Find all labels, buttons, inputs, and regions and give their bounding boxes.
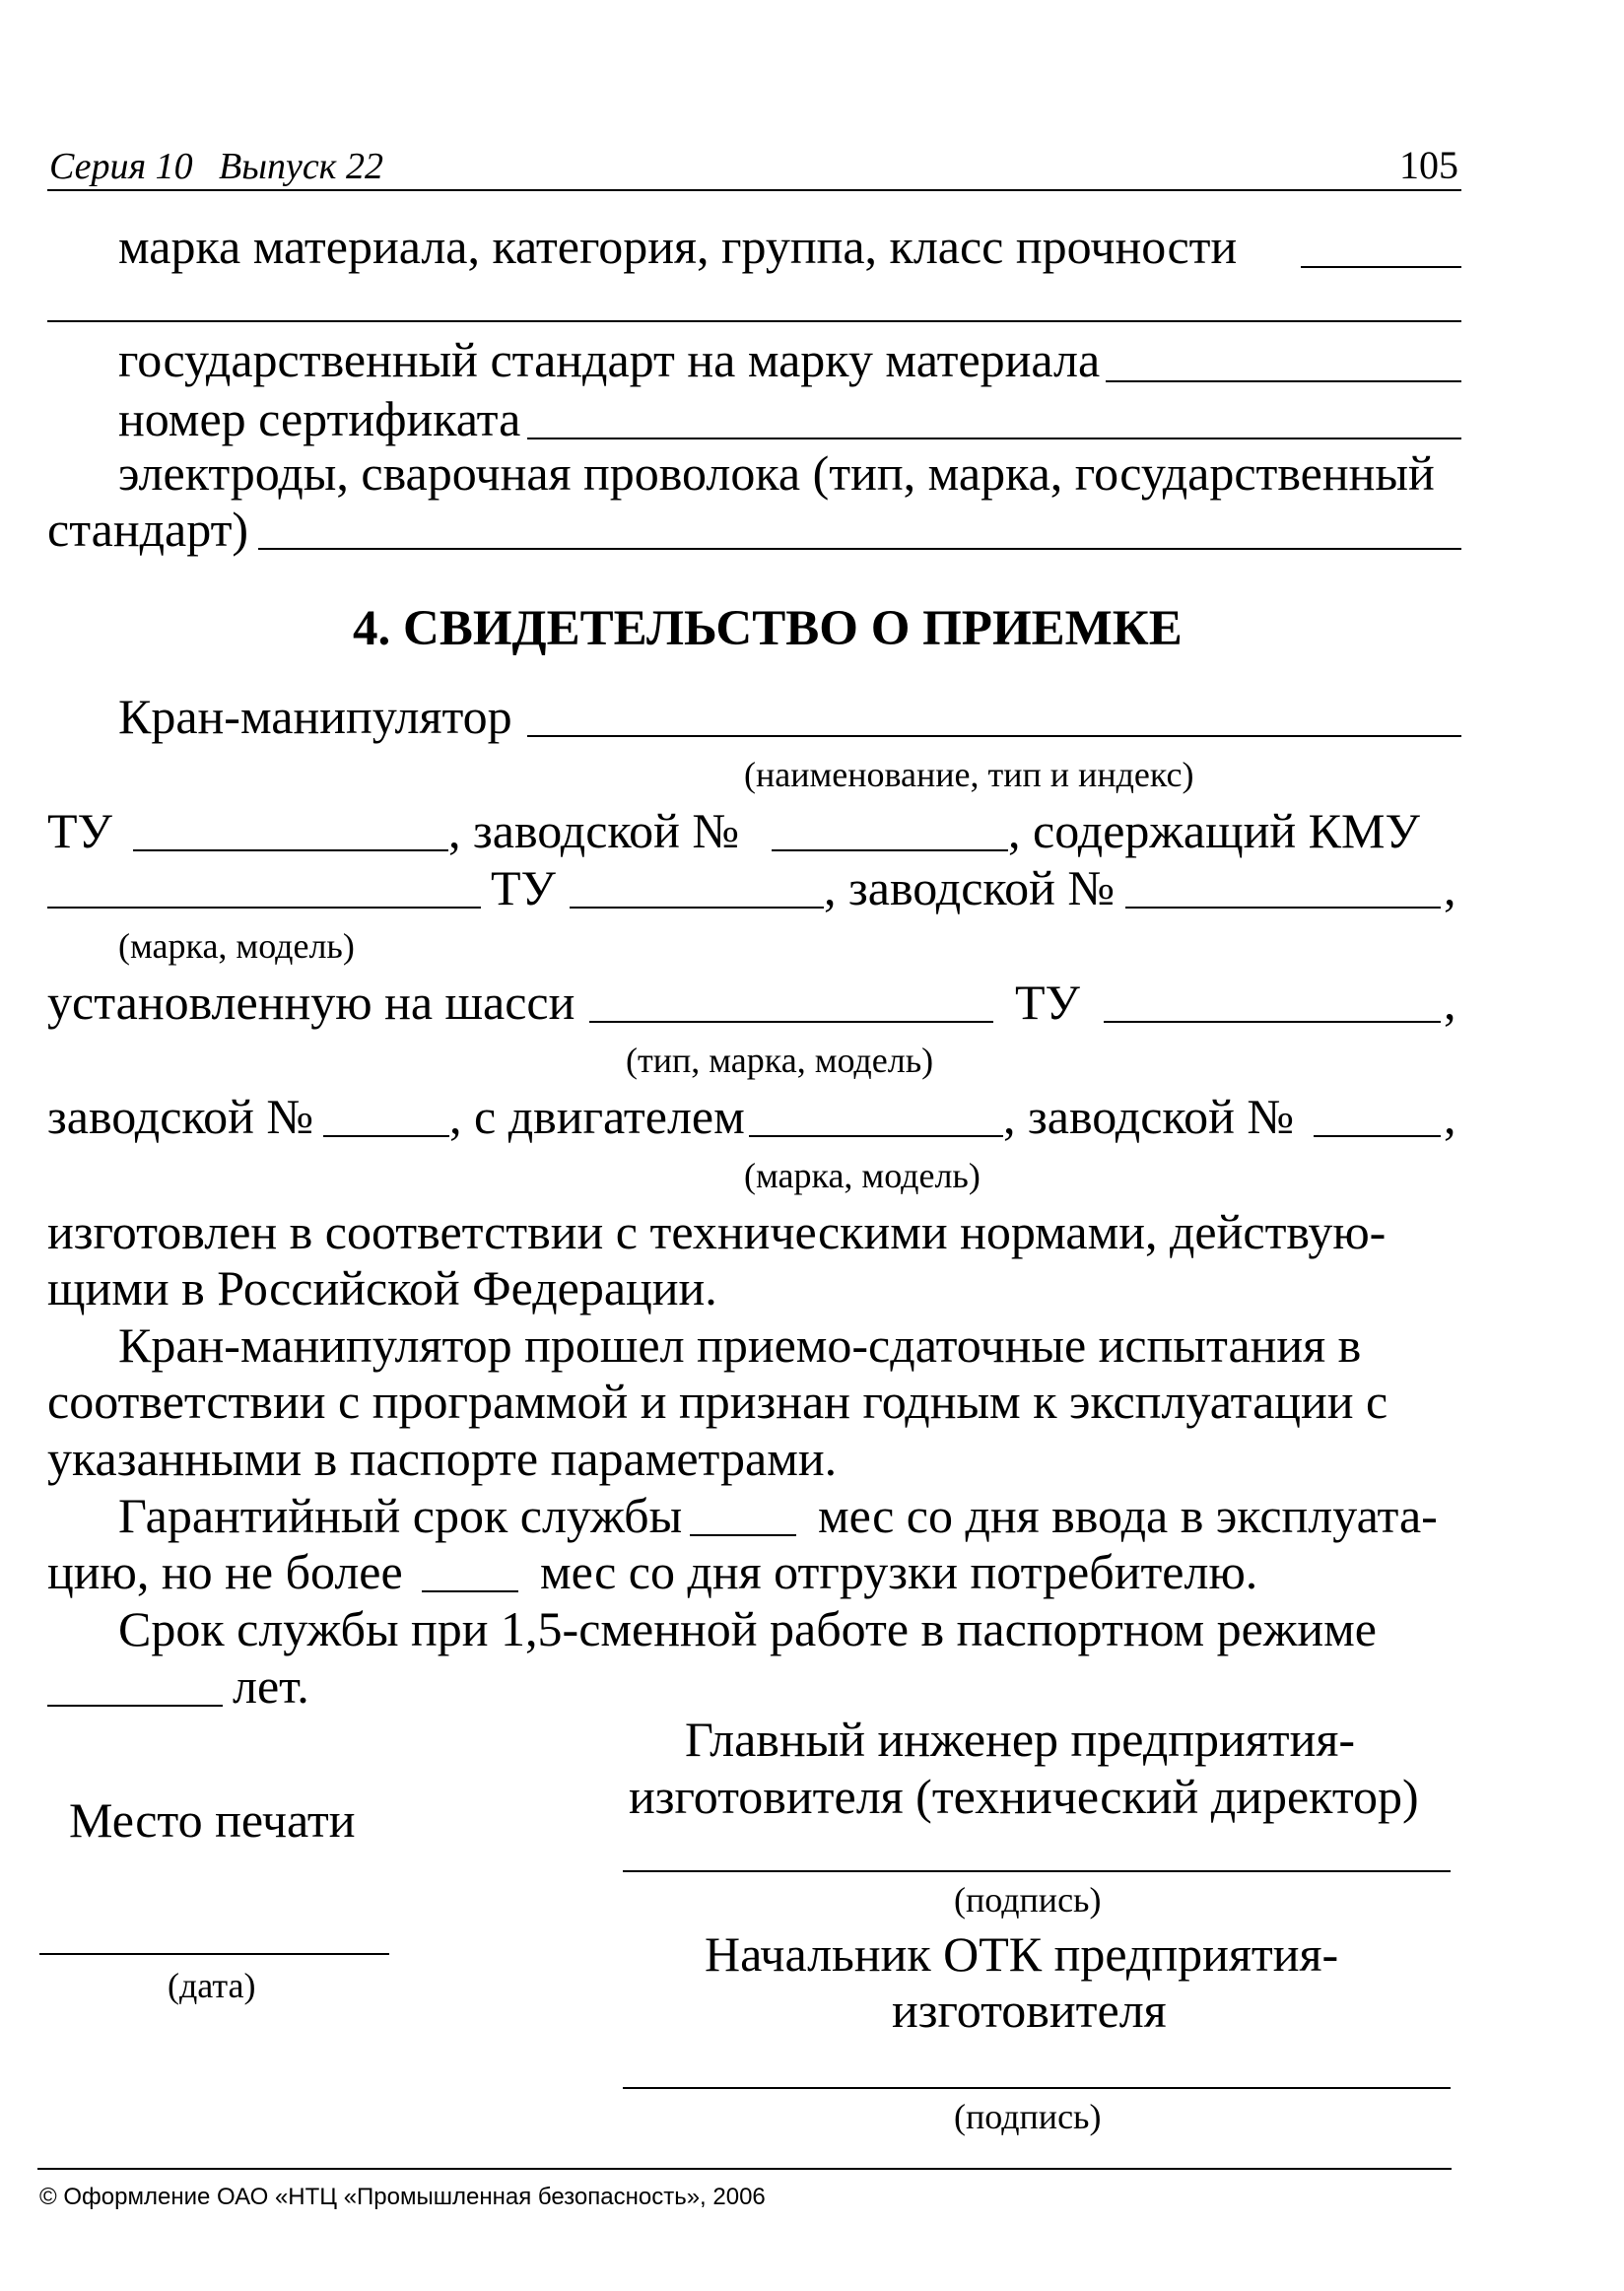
footer-copyright: © Оформление ОАО «НТЦ «Промышленная безопасность», 2006	[39, 2184, 766, 2210]
body-p4-line1: Срок службы при 1,5-сменной работе в паспортном режиме	[118, 1601, 1378, 1656]
signature-caption-2: (подпись)	[954, 2097, 1102, 2136]
otk-title-2: изготовителя	[892, 1983, 1167, 2038]
body-p2-line1: Кран-манипулятор прошел приемо-сдаточные испытания в	[118, 1317, 1362, 1373]
date-line	[39, 1953, 389, 1955]
body-p3-line1-a: Гарантийный срок службы	[118, 1488, 683, 1543]
material-grade-blank	[1301, 266, 1461, 268]
signature-caption-1: (подпись)	[954, 1880, 1102, 1920]
section-title: 4. СВИДЕТЕЛЬСТВО О ПРИЕМКЕ	[353, 601, 1183, 656]
electrodes-blank	[258, 548, 1461, 550]
comma-3: ,	[1444, 1089, 1456, 1144]
caption-name: (наименование, тип и индекс)	[744, 755, 1194, 794]
caption-model-1: (марка, модель)	[118, 926, 355, 966]
header-series: Серия 10	[49, 146, 193, 187]
comma-1: ,	[1444, 860, 1456, 915]
tu-label-1: ТУ	[47, 803, 112, 858]
otk-title-1: Начальник ОТК предприятия-	[705, 1926, 1339, 1982]
standard-label: государственный стандарт на марку материала	[118, 332, 1101, 387]
material-grade-label: марка материала, категория, группа, класс прочности	[118, 219, 1238, 274]
header-rule	[47, 189, 1461, 191]
body-p4-line2: лет.	[233, 1658, 309, 1714]
factory-no-label-3: заводской №	[47, 1089, 314, 1144]
stamp-place-label: Место печати	[69, 1792, 356, 1848]
body-p2-line2: соответствии с программой и признан годным к эксплуатации с	[47, 1374, 1388, 1429]
factory-no-label-2: , заводской №	[824, 860, 1116, 915]
body-p3-line2-b: мес со дня отгрузки потребителю.	[540, 1544, 1258, 1599]
factory-no-label-1: , заводской №	[448, 803, 740, 858]
factory-no-blank-2	[1125, 907, 1441, 909]
standard-blank	[1106, 380, 1461, 382]
body-p1-line2: щими в Российской Федерации.	[47, 1260, 717, 1315]
chassis-label: установленную на шасси	[47, 975, 575, 1030]
tu-blank-3	[1104, 1021, 1441, 1023]
electrodes-label: электроды, сварочная проволока (тип, марка, государственный	[118, 445, 1435, 501]
otk-signature-line	[623, 2087, 1451, 2089]
body-p1-line1: изготовлен в соответствии с техническими нормами, действую-	[47, 1204, 1387, 1259]
service-years-blank	[47, 1705, 223, 1707]
tu-label-2: ТУ	[491, 860, 556, 915]
chassis-blank	[589, 1021, 993, 1023]
warranty-months-blank	[690, 1534, 796, 1536]
engine-label: , с двигателем	[449, 1089, 745, 1144]
electrodes-label-2: стандарт)	[47, 502, 249, 557]
kmu-model-blank	[47, 907, 481, 909]
caption-model-2: (марка, модель)	[744, 1156, 981, 1195]
factory-no-blank-3	[323, 1135, 449, 1137]
certificate-label: номер сертификата	[118, 391, 521, 446]
body-p3-line2-a: цию, но не более	[47, 1544, 403, 1599]
kmu-label: , содержащий КМУ	[1008, 803, 1420, 858]
factory-no-label-4: , заводской №	[1003, 1089, 1295, 1144]
engine-blank	[749, 1135, 1003, 1137]
body-p2-line3: указанными в паспорте параметрами.	[47, 1431, 838, 1486]
tu-blank-2	[570, 907, 824, 909]
footer-rule	[37, 2168, 1452, 2170]
certificate-blank	[527, 438, 1461, 439]
header-issue: Выпуск 22	[219, 146, 383, 187]
page-number: 105	[1399, 143, 1458, 187]
caption-type-model: (тип, марка, модель)	[626, 1041, 934, 1080]
crane-label: Кран-манипулятор	[118, 689, 512, 744]
comma-2: ,	[1444, 975, 1456, 1030]
chief-engineer-title-1: Главный инженер предприятия-	[685, 1712, 1356, 1767]
tu-label-3: ТУ	[1015, 975, 1080, 1030]
crane-blank	[527, 735, 1461, 737]
chief-engineer-title-2: изготовителя (технический директор)	[629, 1769, 1419, 1824]
date-caption: (дата)	[168, 1966, 256, 2005]
shipment-months-blank	[422, 1590, 518, 1592]
factory-no-blank-4	[1314, 1135, 1441, 1137]
material-grade-blank-2	[47, 320, 1461, 322]
chief-engineer-signature-line	[623, 1870, 1451, 1872]
tu-blank-1	[133, 849, 448, 851]
factory-no-blank-1	[772, 849, 1008, 851]
body-p3-line1-b: мес со дня ввода в эксплуата-	[818, 1488, 1438, 1543]
